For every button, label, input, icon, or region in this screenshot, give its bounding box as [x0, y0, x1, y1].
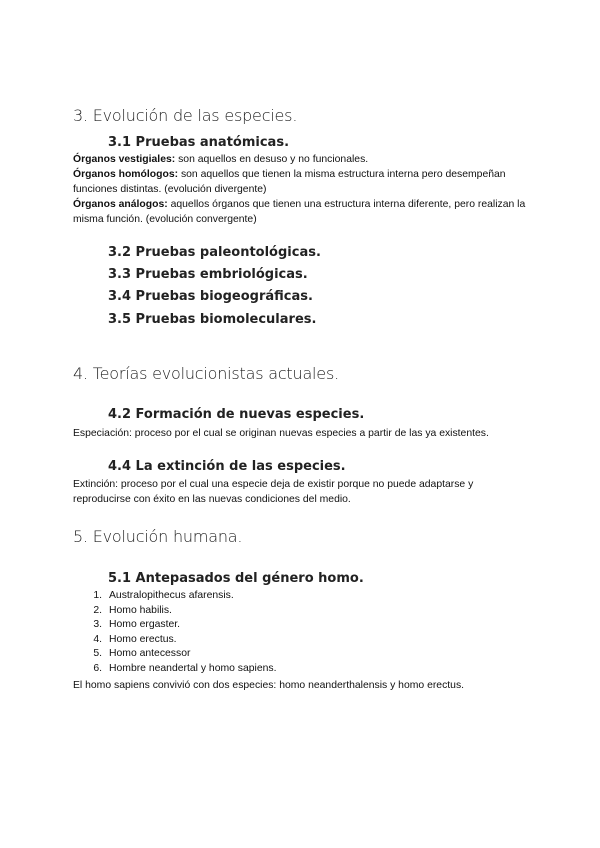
list-number: 5.: [93, 648, 102, 660]
list-item: [73, 662, 277, 677]
definition-homologos: [73, 168, 543, 197]
list-item: [73, 618, 277, 633]
list-text: Homo antecessor: [109, 648, 191, 660]
text-vestigiales: son aquellos en desuso y no funcionales.: [175, 154, 369, 165]
section-3-1-heading: 3.1 Pruebas anatómicas.: [108, 135, 290, 150]
list-text: Homo habilis.: [109, 604, 172, 616]
list-item: [73, 589, 277, 604]
section-3-title: 3. Evolución de las especies.: [73, 106, 298, 125]
list-text: Homo erectus.: [109, 633, 177, 645]
text-homologos: son aquellos que tienen la misma estructura interna pero desempeñan funciones distintas. (evolución divergente): [73, 169, 506, 195]
section-3-4-heading: 3.4 Pruebas biogeográficas.: [108, 289, 313, 304]
section-3-3-heading: 3.3 Pruebas embriológicas.: [108, 267, 308, 282]
definition-analogos: [73, 198, 543, 227]
extincion-text: Extinción: proceso por el cual una especie deja de existir porque no puede adaptarse y reproducirse con éxito en las nuevas condiciones del medio.: [73, 479, 474, 505]
list-number: 1.: [93, 590, 102, 601]
list-number: 3.: [93, 619, 102, 631]
list-number: 6.: [93, 662, 102, 674]
list-text: Australopithecus afarensis.: [109, 590, 234, 601]
term-vestigiales: Órganos vestigiales:: [73, 154, 176, 165]
section-4-2-heading: 4.2 Formación de nuevas especies.: [108, 407, 365, 422]
section-3-2-heading: 3.2 Pruebas paleontológicas.: [108, 245, 321, 260]
closing-text: El homo sapiens convivió con dos especies: homo neanderthalensis y homo erectus.: [73, 680, 465, 691]
section-3-5-heading: 3.5 Pruebas biomoleculares.: [108, 312, 317, 327]
section-5-1-heading: 5.1 Antepasados del género homo.: [108, 571, 364, 586]
list-item: [73, 604, 277, 619]
term-analogos: Órganos análogos:: [73, 199, 168, 210]
section-4-title: 4. Teorías evolucionistas actuales.: [73, 364, 339, 383]
definition-vestigiales: [73, 153, 543, 168]
text-analogos: aquellos órganos que tienen una estructura interna diferente, pero realizan la misma función. (evolución convergente): [73, 199, 526, 225]
list-number: 4.: [93, 633, 102, 645]
list-text: Homo ergaster.: [109, 619, 181, 631]
list-item: [73, 633, 277, 648]
ancestors-list: [73, 589, 277, 677]
section-5-title: 5. Evolución humana.: [73, 527, 243, 546]
list-item: [73, 647, 277, 662]
section-4-4-heading: 4.4 La extinción de las especies.: [108, 459, 346, 474]
term-homologos: Órganos homólogos:: [73, 169, 179, 180]
list-text: Hombre neandertal y homo sapiens.: [109, 662, 277, 674]
especiacion-text: Especiación: proceso por el cual se originan nuevas especies a partir de las ya existentes.: [73, 428, 489, 439]
list-number: 2.: [93, 604, 102, 616]
